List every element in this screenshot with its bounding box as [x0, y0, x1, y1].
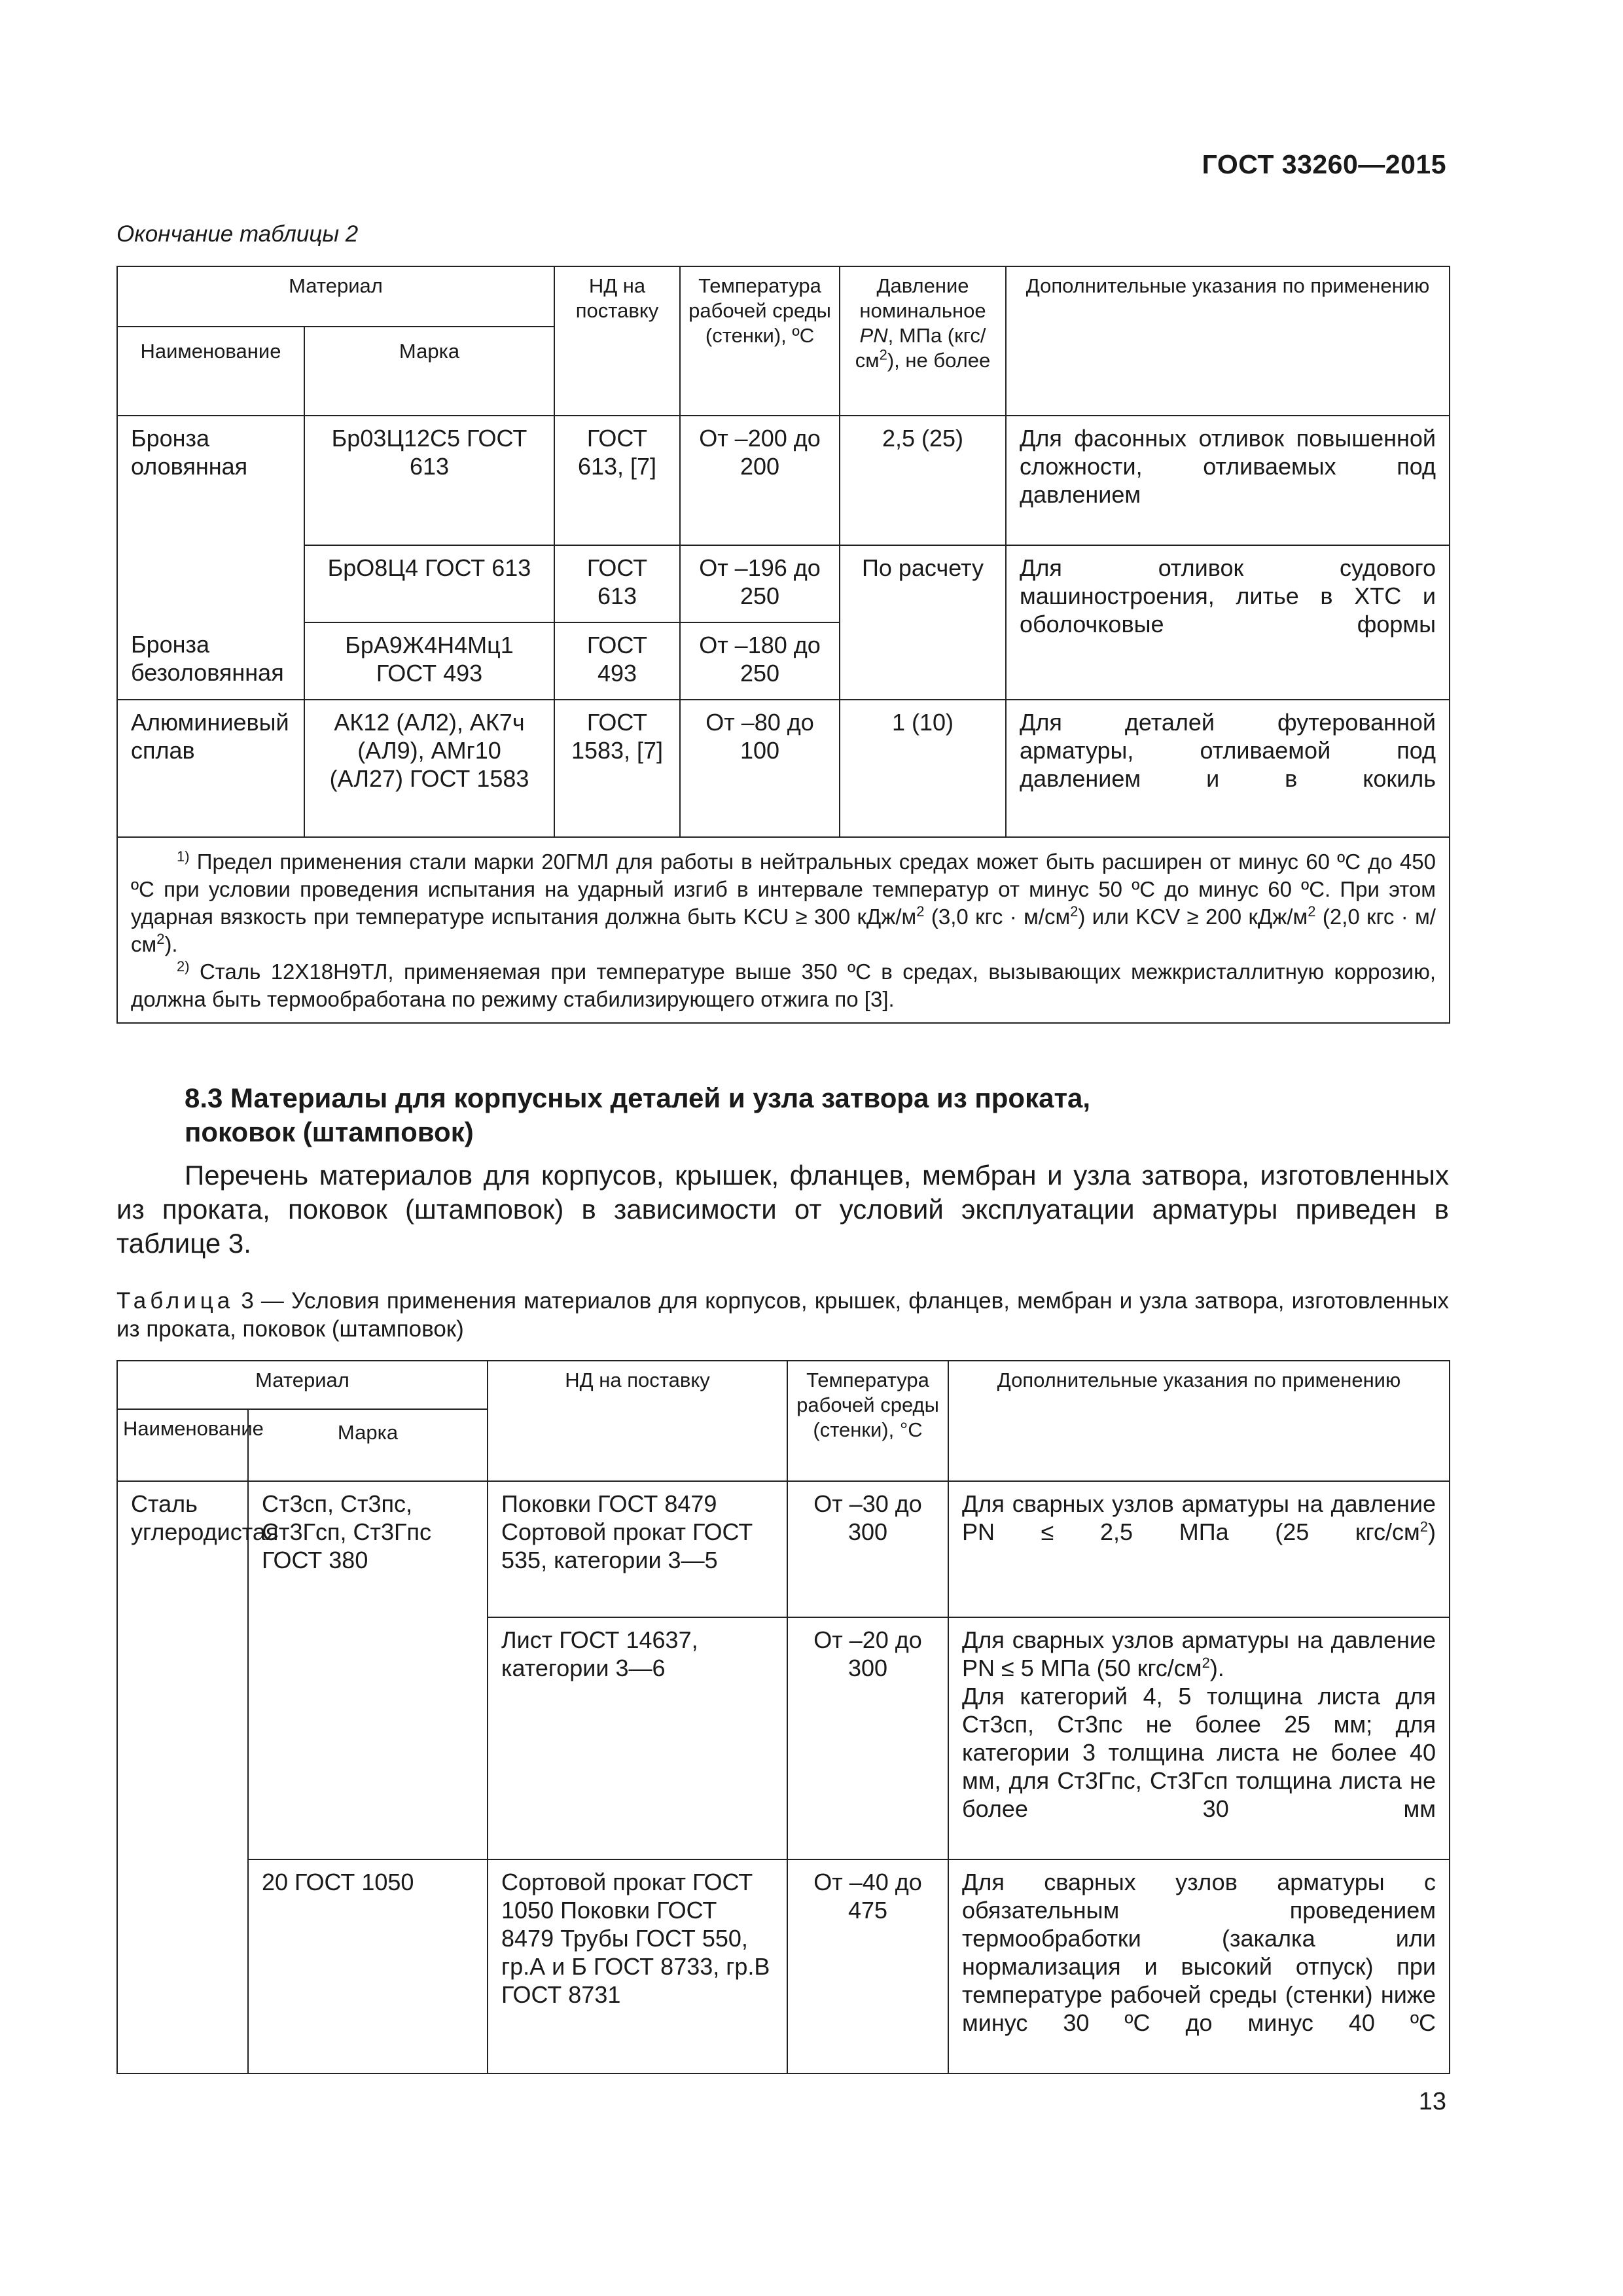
- t3-header-nd: НД на поставку: [488, 1361, 787, 1481]
- table-2-footnotes: [117, 837, 1450, 1023]
- cell-r3-grade: БрА9Ж4Н4Мц1 ГОСТ 493: [304, 622, 554, 700]
- cell-r2-pressure: По расчету: [840, 545, 1006, 700]
- footnote-1: $^{1)}$ Предел применения стали марки 20ГМЛ для работы в нейтральных средах может быть расширен от минус 60 ºС до 450 ºС при условии проведения испытания на ударный изгиб в интервале температур от минус 50 ºС до минус 60 ºС. При этом ударная вязкость при температуре испытания должна быть KCU ≥ 300 кДж/$м^2$ (3,0 кгс · $м/см^2$) или KCV ≥ 200 кДж/$м^2$ (2,0 кгс · $м/см^2$).: [131, 848, 1436, 956]
- t3-cell-r3-temp: От –40 до 475: [787, 1859, 948, 2073]
- cell-r4-notes: Для деталей футерованной арматуры, отливаемой под давлением и в кокиль: [1006, 700, 1450, 837]
- cell-r4-grade: АК12 (АЛ2), АК7ч (АЛ9), АМг10 (АЛ27) ГОСТ 1583: [304, 700, 554, 837]
- t3-header-material: Материал: [117, 1361, 488, 1409]
- t3-header-grade: Марка: [248, 1409, 488, 1481]
- cell-r1-pressure: 2,5 (25): [840, 416, 1006, 545]
- cell-r4-temp: От –80 до 100: [680, 700, 840, 837]
- cell-r2-nd: ГОСТ 613: [554, 545, 680, 622]
- table-2: [116, 266, 1450, 1024]
- header-temperature: Температура рабочей среды (стенки), ºС: [680, 266, 840, 416]
- t3-cell-grade-1: Ст3сп, Ст3пс, Ст3Гсп, Ст3Гпс ГОСТ 380: [248, 1481, 488, 1859]
- section-paragraph: Перечень материалов для корпусов, крышек, фланцев, мембран и узла затвора, изготовленных из проката, поковок (штамповок) в зависимости от условий эксплуатации арматуры приведен в таблице 3.: [116, 1160, 1449, 1259]
- t3-cell-r3-notes: Для сварных узлов арматуры с обязательным проведением термообработки (закалка или нормализация и высокий отпуск) при температуре рабочей среды (стенки) ниже минус 30 ºС до минус 40 ºС: [948, 1859, 1450, 2073]
- cell-r1-temp: От –200 до 200: [680, 416, 840, 545]
- t3-cell-r1-temp: От –30 до 300: [787, 1481, 948, 1617]
- cell-r4-nd: ГОСТ 1583, [7]: [554, 700, 680, 837]
- document-code: ГОСТ 33260—2015: [1202, 149, 1446, 179]
- t3-cell-r2-nd: Лист ГОСТ 14637, категории 3—6: [488, 1617, 787, 1859]
- footnote-2: $^{2)}$ Сталь 12Х18Н9ТЛ, применяемая при температуре выше 350 ºС в средах, вызывающих межкристаллитную коррозию, должна быть термообработана по режиму стабилизирующего отжига по [3].: [131, 958, 1436, 1011]
- cell-r1-grade: Бр03Ц12С5 ГОСТ 613: [304, 416, 554, 545]
- t3-cell-r1-nd: Поковки ГОСТ 8479 Сортовой прокат ГОСТ 535, категории 3—5: [488, 1481, 787, 1617]
- cell-r3-nd: ГОСТ 493: [554, 622, 680, 700]
- cell-r1-notes: Для фасонных отливок повышенной сложности, отливаемых под давлением: [1006, 416, 1450, 545]
- t3-cell-name: Сталь углеродистая: [117, 1481, 248, 2073]
- t3-header-name: Наименование: [117, 1409, 248, 1481]
- header-nd: НД на поставку: [554, 266, 680, 416]
- table-3: [116, 1360, 1450, 2074]
- table-continuation-label: Окончание таблицы 2: [116, 221, 359, 247]
- header-notes: Дополнительные указания по применению: [1006, 266, 1450, 416]
- t3-cell-grade-2: 20 ГОСТ 1050: [248, 1859, 488, 2073]
- cell-r1-name: Бронза оловянная: [117, 416, 304, 622]
- t3-cell-r2-notes: Для сварных узлов арматуры на давление PN ≤ 5 МПа (50 кгс/$см^2$). Для категорий 4, 5 толщина листа для Ст3сп, Ст3пс не более 25 мм; для категории 3 толщина листа не более 40 мм, для Ст3Гпс, Ст3Гсп толщина листа не более 30 мм: [948, 1617, 1450, 1859]
- section-heading: 8.3 Материалы для корпусных деталей и узла затвора из проката, поковок (штамповок): [185, 1083, 1091, 1147]
- cell-r2-grade: БрО8Ц4 ГОСТ 613: [304, 545, 554, 622]
- t3-cell-r3-nd: Сортовой прокат ГОСТ 1050 Поковки ГОСТ 8479 Трубы ГОСТ 550, гр.А и Б ГОСТ 8733, гр.В ГОСТ 8731: [488, 1859, 787, 2073]
- header-pressure: Давление номинальное PN, МПа $(кгс/см^2)$, не более: [840, 266, 1006, 416]
- cell-r4-pressure: 1 (10): [840, 700, 1006, 837]
- header-material: Материал: [117, 266, 554, 327]
- header-name: Наименование: [117, 327, 304, 416]
- t3-header-notes: Дополнительные указания по применению: [948, 1361, 1450, 1481]
- header-grade: Марка: [304, 327, 554, 416]
- cell-r2-temp: От –196 до 250: [680, 545, 840, 622]
- cell-r2-notes: Для отливок судового машиностроения, литье в ХТС и оболочковые формы: [1006, 545, 1450, 700]
- t3-cell-r1-notes: Для сварных узлов арматуры на давление PN ≤ 2,5 МПа (25 кгс/$см^2$): [948, 1481, 1450, 1617]
- cell-r3-name: Бронза безоловянная: [117, 622, 304, 700]
- cell-r1-nd: ГОСТ 613, [7]: [554, 416, 680, 545]
- page-number: 13: [1418, 2088, 1446, 2115]
- cell-r4-name: Алюминиевый сплав: [117, 700, 304, 837]
- cell-r3-temp: От –180 до 250: [680, 622, 840, 700]
- t3-cell-r2-temp: От –20 до 300: [787, 1617, 948, 1859]
- t3-header-temperature: Температура рабочей среды (стенки), °С: [787, 1361, 948, 1481]
- table-3-caption: Таблица 3 — Условия применения материалов для корпусов, крышек, фланцев, мембран и узла затвора, изготовленных из проката, поковок (штамповок): [116, 1288, 1449, 1342]
